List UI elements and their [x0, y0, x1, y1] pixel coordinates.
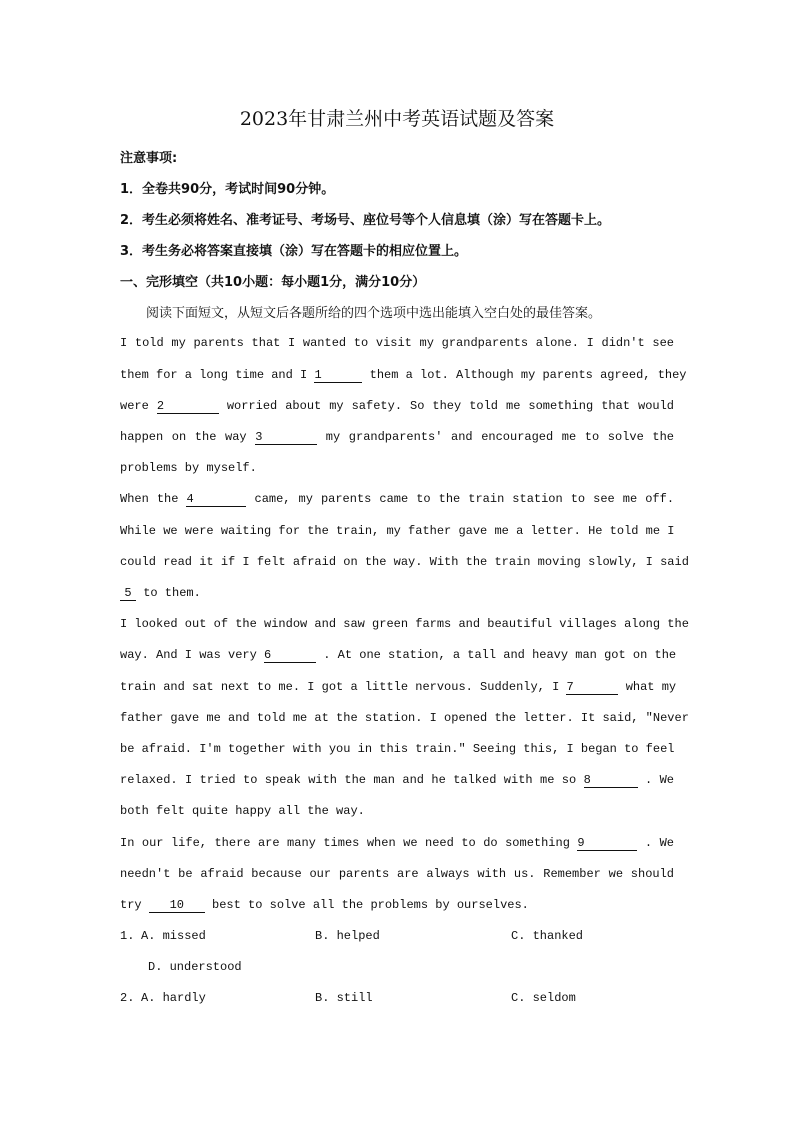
section-title: 一、完形填空（共10小题：每小题1分，满分10分） [120, 275, 426, 290]
blank-2: 2 [157, 400, 219, 414]
passage-line: I told my parents that I wanted to visit my grandparents alone. I didn't see [120, 336, 674, 350]
section-instruction: 阅读下面短文，从短文后各题所给的四个选项中选出能填入空白处的最佳答案。 [146, 306, 602, 321]
passage-line: could read it if I felt afraid on the way. With the train moving slowly, I said [120, 555, 689, 569]
passage-line: way. And I was very 6 . At one station, a tall and heavy man got on the [120, 648, 677, 662]
blank-3: 3 [255, 431, 317, 445]
blank-6: 6 [264, 649, 316, 663]
option-d: D. understood [148, 960, 242, 974]
passage-line: While we were waiting for the train, my father gave me a letter. He told me I [120, 524, 675, 538]
passage-line: problems by myself. [120, 461, 257, 475]
note-item-1: 1．全卷共90分，考试时间90分钟。 [120, 182, 335, 197]
blank-7: 7 [566, 681, 618, 695]
option-c: C. seldom [511, 991, 576, 1005]
passage-line: train and sat next to me. I got a little nervous. Suddenly, I 7 what my [120, 680, 677, 694]
blank-9: 9 [577, 837, 637, 851]
note-item-3: 3．考生务必将答案直接填（涂）写在答题卡的相应位置上。 [120, 244, 468, 259]
option-b: B. helped [315, 929, 380, 943]
question-number: 2. [120, 991, 135, 1005]
option-c: C. thanked [511, 929, 584, 943]
blank-1: 1 [314, 369, 362, 383]
notes-heading: 注意事项: [120, 151, 178, 166]
passage-line: 5 to them. [120, 586, 674, 601]
blank-10: 10 [149, 899, 205, 913]
note-item-2: 2．考生必须将姓名、准考证号、考场号、座位号等个人信息填（涂）写在答题卡上。 [120, 213, 611, 228]
question-number: 1. [120, 929, 135, 943]
passage-line: them for a long time and I 1 them a lot. Although my parents agreed, they [120, 368, 687, 382]
passage-line: When the 4 came, my parents came to the train station to see me off. [120, 492, 675, 506]
passage-line: both felt quite happy all the way. [120, 804, 365, 818]
option-a: A. hardly [141, 991, 206, 1005]
passage-line: father gave me and told me at the station. I opened the letter. It said, "Never [120, 711, 689, 725]
passage-line: be afraid. I'm together with you in this train." Seeing this, I began to feel [120, 742, 675, 756]
page-title: 2023年甘肃兰州中考英语试题及答案 [239, 108, 555, 130]
passage-line: I looked out of the window and saw green farms and beautiful villages along the [120, 617, 689, 631]
option-a: A. missed [141, 929, 206, 943]
blank-8: 8 [584, 774, 638, 788]
passage-line: happen on the way 3 my grandparents' and encouraged me to solve the [120, 430, 674, 444]
passage-line: needn't be afraid because our parents are always with us. Remember we should [120, 867, 674, 881]
passage-line: were 2 worried about my safety. So they told me something that would [120, 399, 675, 413]
blank-5: 5 [120, 587, 136, 601]
passage-line: try 10 best to solve all the problems by ourselves. [120, 898, 529, 912]
passage-line: relaxed. I tried to speak with the man and he talked with me so 8 . We [120, 773, 674, 787]
passage-line: In our life, there are many times when we need to do something 9 . We [120, 836, 675, 850]
blank-4: 4 [186, 493, 246, 507]
option-b: B. still [315, 991, 373, 1005]
